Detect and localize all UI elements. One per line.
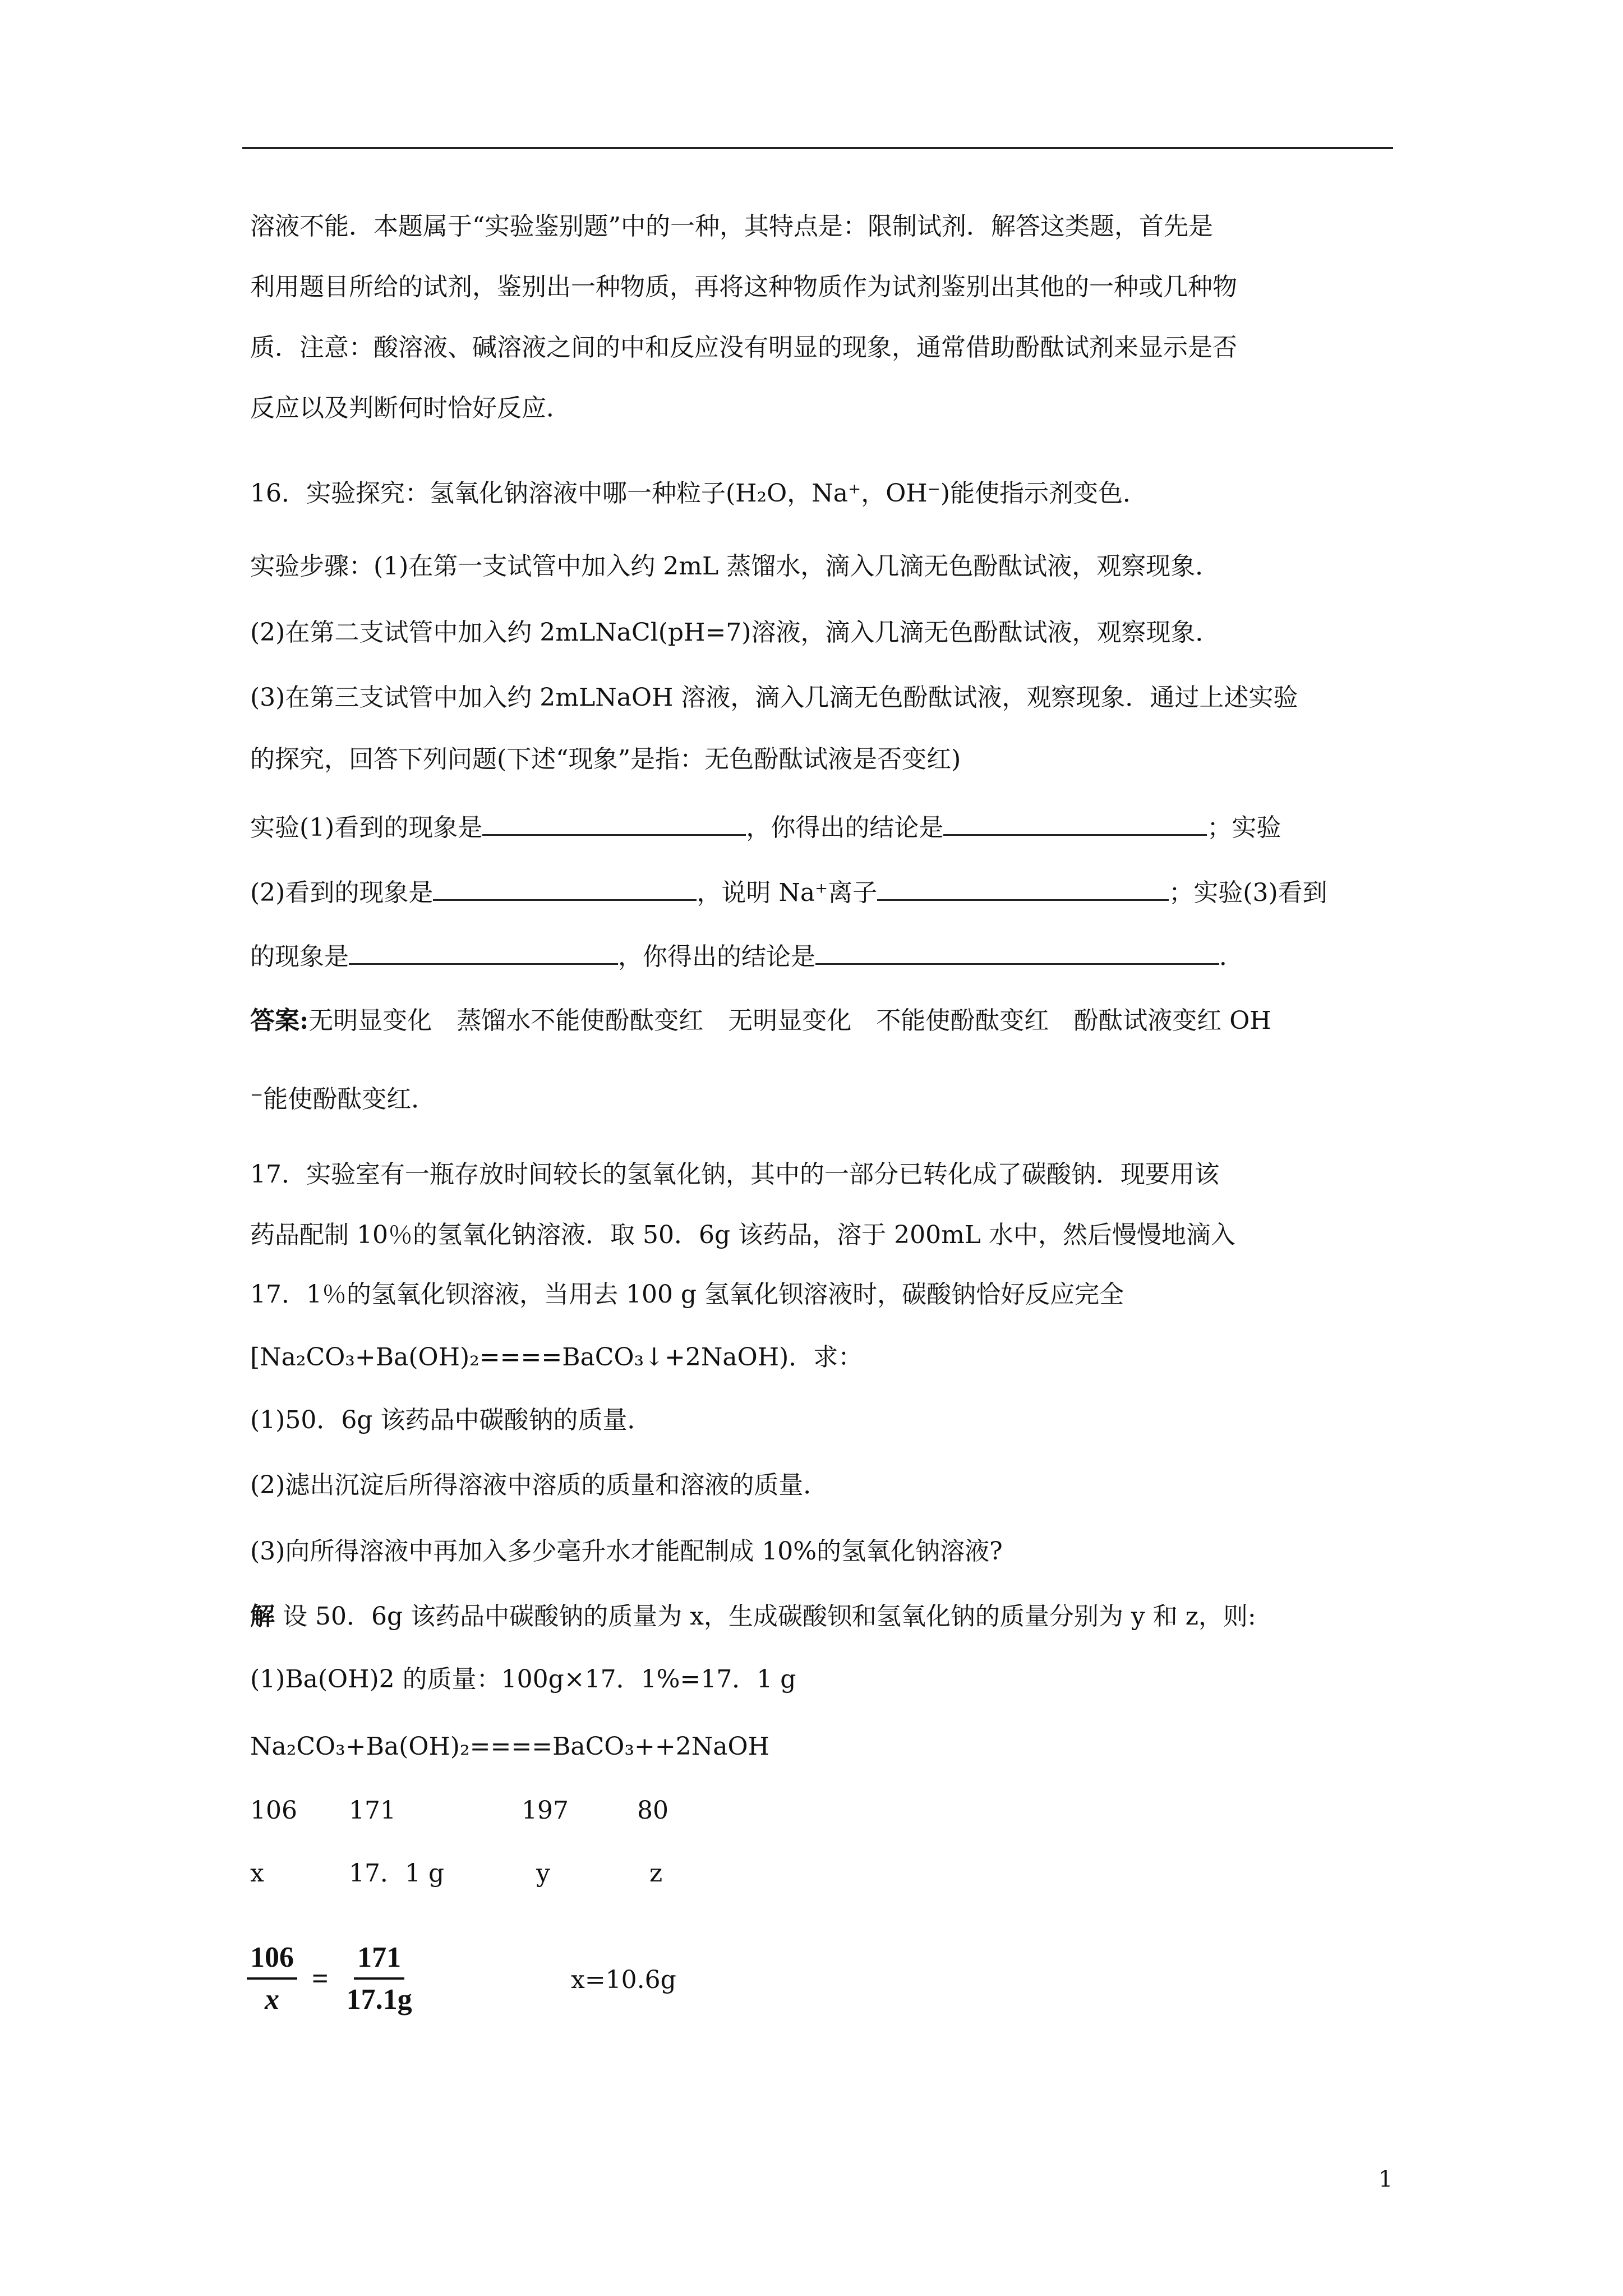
answer-blank[interactable] [815,941,1219,965]
variable: y [536,1859,550,1888]
equals-sign: = [312,1962,329,1995]
ratio-equation [247,1941,416,2016]
result: x=10.6g [571,1966,676,1994]
fill-text: ． [1219,942,1244,971]
molar-mass: 171 [349,1796,396,1825]
solution-text: 设 50．6g 该药品中碳酸钠的质量为 x，生成碳酸钡和氢氧化钠的质量分别为 y 和 z，则: [275,1602,1256,1631]
fill-text: ；实验(3)看到 [1169,878,1327,907]
answer-blank[interactable] [943,812,1207,836]
numerator: 171 [354,1941,404,1980]
solution-label: 解 [250,1602,275,1631]
fill-line-1 [250,811,1281,845]
sub-question-1: (1)50．6g 该药品中碳酸钠的质量． [250,1406,652,1434]
fill-text: 的现象是 [250,942,349,971]
text-line: 利用题目所给的试剂，鉴别出一种物质，再将这种物质作为试剂鉴别出其他的一种或几种物 [250,273,1237,301]
fill-text: ；实验 [1207,813,1281,842]
sub-question-2: (2)滤出沉淀后所得溶液中溶质的质量和溶液的质量． [250,1471,828,1499]
solution-step-1: (1)Ba(OH)2 的质量：100g×17．1%=17．1 g [250,1665,796,1694]
sub-question-3: (3)向所得溶液中再加入多少毫升水才能配制成 10%的氢氧化钠溶液? [250,1537,1003,1566]
fill-line-2 [250,876,1327,910]
equation-line: [Na₂CO₃+Ba(OH)₂====BaCO₃↓+2NaOH)．求： [250,1343,863,1372]
solution-line [250,1600,1256,1634]
fraction [343,1941,416,2016]
page-number: 1 [1378,2166,1393,2192]
numerator: 106 [247,1941,297,1980]
fill-text: (2)看到的现象是 [250,878,434,907]
question-17: 17．实验室有一瓶存放时间较长的氢氧化钠，其中的一部分已转化成了碳酸钠．现要用该 [250,1160,1219,1189]
answer-blank[interactable] [433,877,697,901]
answer-blank[interactable] [877,877,1169,901]
molar-mass: 106 [250,1796,297,1825]
text-line: 溶液不能．本题属于“实验鉴别题”中的一种，其特点是：限制试剂．解答这类题，首先是 [250,212,1213,241]
header-rule [242,147,1393,149]
fill-text: ，说明 Na⁺离子 [697,878,878,907]
text-line: 质．注意：酸溶液、碱溶液之间的中和反应没有明显的现象，通常借助酚酞试剂来显示是否 [250,333,1237,362]
molar-mass: 80 [637,1796,668,1825]
answer-cont: ⁻能使酚酞变红． [250,1085,436,1114]
denominator: 17.1g [346,1984,412,2016]
question-16: 16．实验探究：氢氧化钠溶液中哪一种粒子(H₂O，Na⁺，OH⁻)能使指示剂变色． [250,479,1148,508]
step-3: (3)在第三支试管中加入约 2mLNaOH 溶液，滴入几滴无色酚酞试液，观察现象．通过上述实验 [250,683,1298,712]
fill-text: ，你得出的结论是 [618,942,815,971]
fill-text: 实验(1)看到的现象是 [250,813,483,842]
answer-text: 无明显变化 蒸馏水不能使酚酞变红 无明显变化 不能使酚酞变红 酚酞试液变红 OH [308,1006,1271,1035]
molar-mass: 197 [522,1796,569,1825]
fill-text: ，你得出的结论是 [746,813,944,842]
reaction-equation: Na₂CO₃+Ba(OH)₂====BaCO₃++2NaOH [250,1732,769,1761]
answer-blank[interactable] [482,812,746,836]
step-3-cont: 的探究，回答下列问题(下述“现象”是指：无色酚酞试液是否变红) [250,745,961,774]
variable: z [649,1859,663,1888]
text-line: 药品配制 10％的氢氧化钠溶液．取 50．6g 该药品，溶于 200mL 水中，然后慢慢地滴入 [250,1221,1235,1249]
fill-line-3 [250,940,1244,974]
step-2: (2)在第二支试管中加入约 2mLNaCl(pH=7)溶液，滴入几滴无色酚酞试液，观察现象． [250,618,1220,647]
step-1: 实验步骤：(1)在第一支试管中加入约 2mL 蒸馏水，滴入几滴无色酚酞试液，观察现象． [250,552,1220,581]
denominator: x [265,1984,279,2016]
text-line: 反应以及判断何时恰好反应． [250,394,571,422]
fraction [247,1941,297,2016]
answer-label: 答案: [250,1006,309,1035]
variable: 17．1 g [349,1859,445,1888]
text-line: 17．1％的氢氧化钡溶液，当用去 100 g 氢氧化钡溶液时，碳酸钠恰好反应完全 [250,1280,1124,1309]
answer-blank[interactable] [349,941,618,965]
answer-line [250,1004,1271,1038]
variable: x [250,1859,264,1888]
